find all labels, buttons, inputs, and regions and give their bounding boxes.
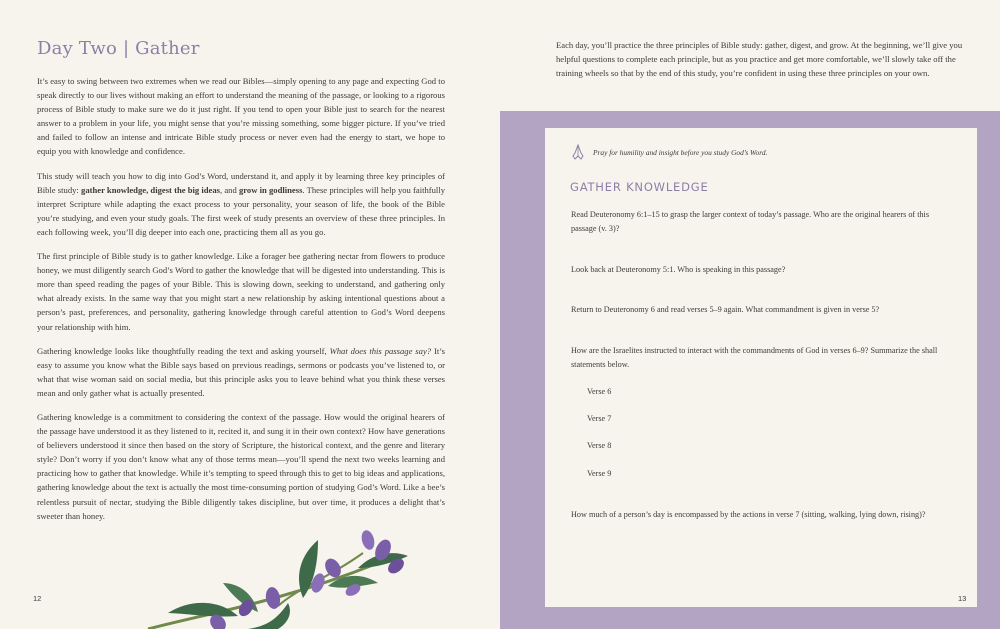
italic-phrase: What does this passage say? — [329, 345, 432, 356]
verse-label: Verse 6 — [587, 387, 612, 396]
verse-label: Verse 8 — [587, 441, 612, 450]
bold-phrase: grow in godliness — [238, 184, 303, 195]
right-page — [500, 0, 1000, 629]
intro-paragraph: Each day, you’ll practice the three principles of Bible study: gather, digest, and grow. At the beginning, we’ll give you helpful questions to complete each principle, but as you practice and get more comfortable, we’ll slowly take off the training wheels so that by the end of this study, you’re confident in using these three principles on your own. — [556, 40, 963, 79]
paragraph: It’s easy to swing between two extremes when we read our Bibles—simply opening to any page and expecting God to speak directly to our lives without making an effort to understand the meaning of the passage, or looking to a rigorous process of Bible study to make sure we do it just right. If you tend to open your Bible just to search for the nearest answer to a problem in your life, you might sense that you’re missing something, some bigger picture. If you’ve tried and failed to follow an intense and intricate Bible study process or never even had the energy to start, we hope to equip you with knowledge and confidence. — [37, 76, 445, 157]
paragraph — [37, 169, 445, 239]
flower-illustration — [128, 528, 428, 629]
paragraph-text: . These principles will help you faithfully interpret Scripture while adapting the exact process to your personality, your season of life, the book of the Bible you’re studying, and even your study goals. The first week of study presents an overview of these three principles. In each following week, you’ll dig deeper into each one, practicing them all as you go. — [37, 184, 446, 237]
paragraph: The first principle of Bible study is to gather knowledge. Like a forager bee gathering nectar from flowers to produce honey, we must diligently search God’s Word to gather the knowledge that will be digested into understanding. This is more than speed reading the pages of your Bible. This is slowing down, seeking to understand, and gathering only what already exists. In the same way that you might start a new relationship by asking intentional questions about a person’s past, preferences, and personality, gathering knowledge through careful attention to God’s Word deepens your relationship with him. — [37, 251, 445, 332]
praying-hands-icon — [571, 144, 585, 160]
prayer-text: Pray for humility and insight before you study God’s Word. — [593, 148, 768, 157]
page-number: 13 — [958, 594, 967, 603]
question: Look back at Deuteronomy 5:1. Who is speaking in this passage? — [571, 265, 786, 274]
verse-label: Verse 9 — [587, 469, 612, 478]
study-card — [545, 128, 977, 607]
page-heading: Day Two | Gather — [37, 38, 200, 59]
paragraph-text: , and — [220, 184, 239, 195]
bold-phrase: gather knowledge, digest the big ideas — [81, 184, 221, 195]
paragraph: Gathering knowledge is a commitment to considering the context of the passage. How would the original hearers of the passage have understood it as they listened to it, recited it, and sung it in their own context? How have generations of believers understood it since then based on the story of Scripture, the historical context, and the genre and literary style? Don’t worry if you don’t know what any of those terms mean—you’ll spend the next two weeks learning and practicing how to gather that knowledge. While it’s tempting to speed through this to get to big ideas and applications, gathering knowledge about the text is actually the most time-consuming portion of studying God’s Word. Like a bee’s relentless pursuit of nectar, studying the Bible diligently takes discipline, but over time, it produces a delight that’s sweeter than honey. — [37, 411, 445, 521]
paragraph — [37, 344, 445, 400]
section-title: GATHER KNOWLEDGE — [570, 180, 709, 194]
paragraph-text: It’s easy to assume you know what the Bible says based on previous readings, sermons or podcasts you’ve listened to, or what that wise woman said on social media, but this principle asks you to leave behind what you think these verses mean and only gather what is actually presented. — [37, 345, 445, 398]
question: Return to Deuteronomy 6 and read verses 5–9 again. What commandment is given in verse 5? — [571, 305, 880, 314]
question: How much of a person’s day is encompassed by the actions in verse 7 (sitting, walking, lying down, rising)? — [571, 510, 926, 519]
body-text — [37, 74, 445, 533]
question: How are the Israelites instructed to interact with the commandments of God in verses 6–9? Summarize the shall statements below. — [571, 346, 938, 370]
paragraph-text: This study will teach you how to dig into God’s Word, understand it, and apply it by learning three key principles of Bible study: — [37, 170, 445, 195]
question: Read Deuteronomy 6:1–15 to grasp the larger context of today’s passage. Who are the original hearers of this passage (v. 3)? — [571, 210, 930, 234]
verse-label: Verse 7 — [587, 414, 612, 423]
paragraph-text: Gathering knowledge looks like thoughtfully reading the text and asking yourself, — [37, 345, 330, 356]
page-number: 12 — [33, 594, 42, 603]
